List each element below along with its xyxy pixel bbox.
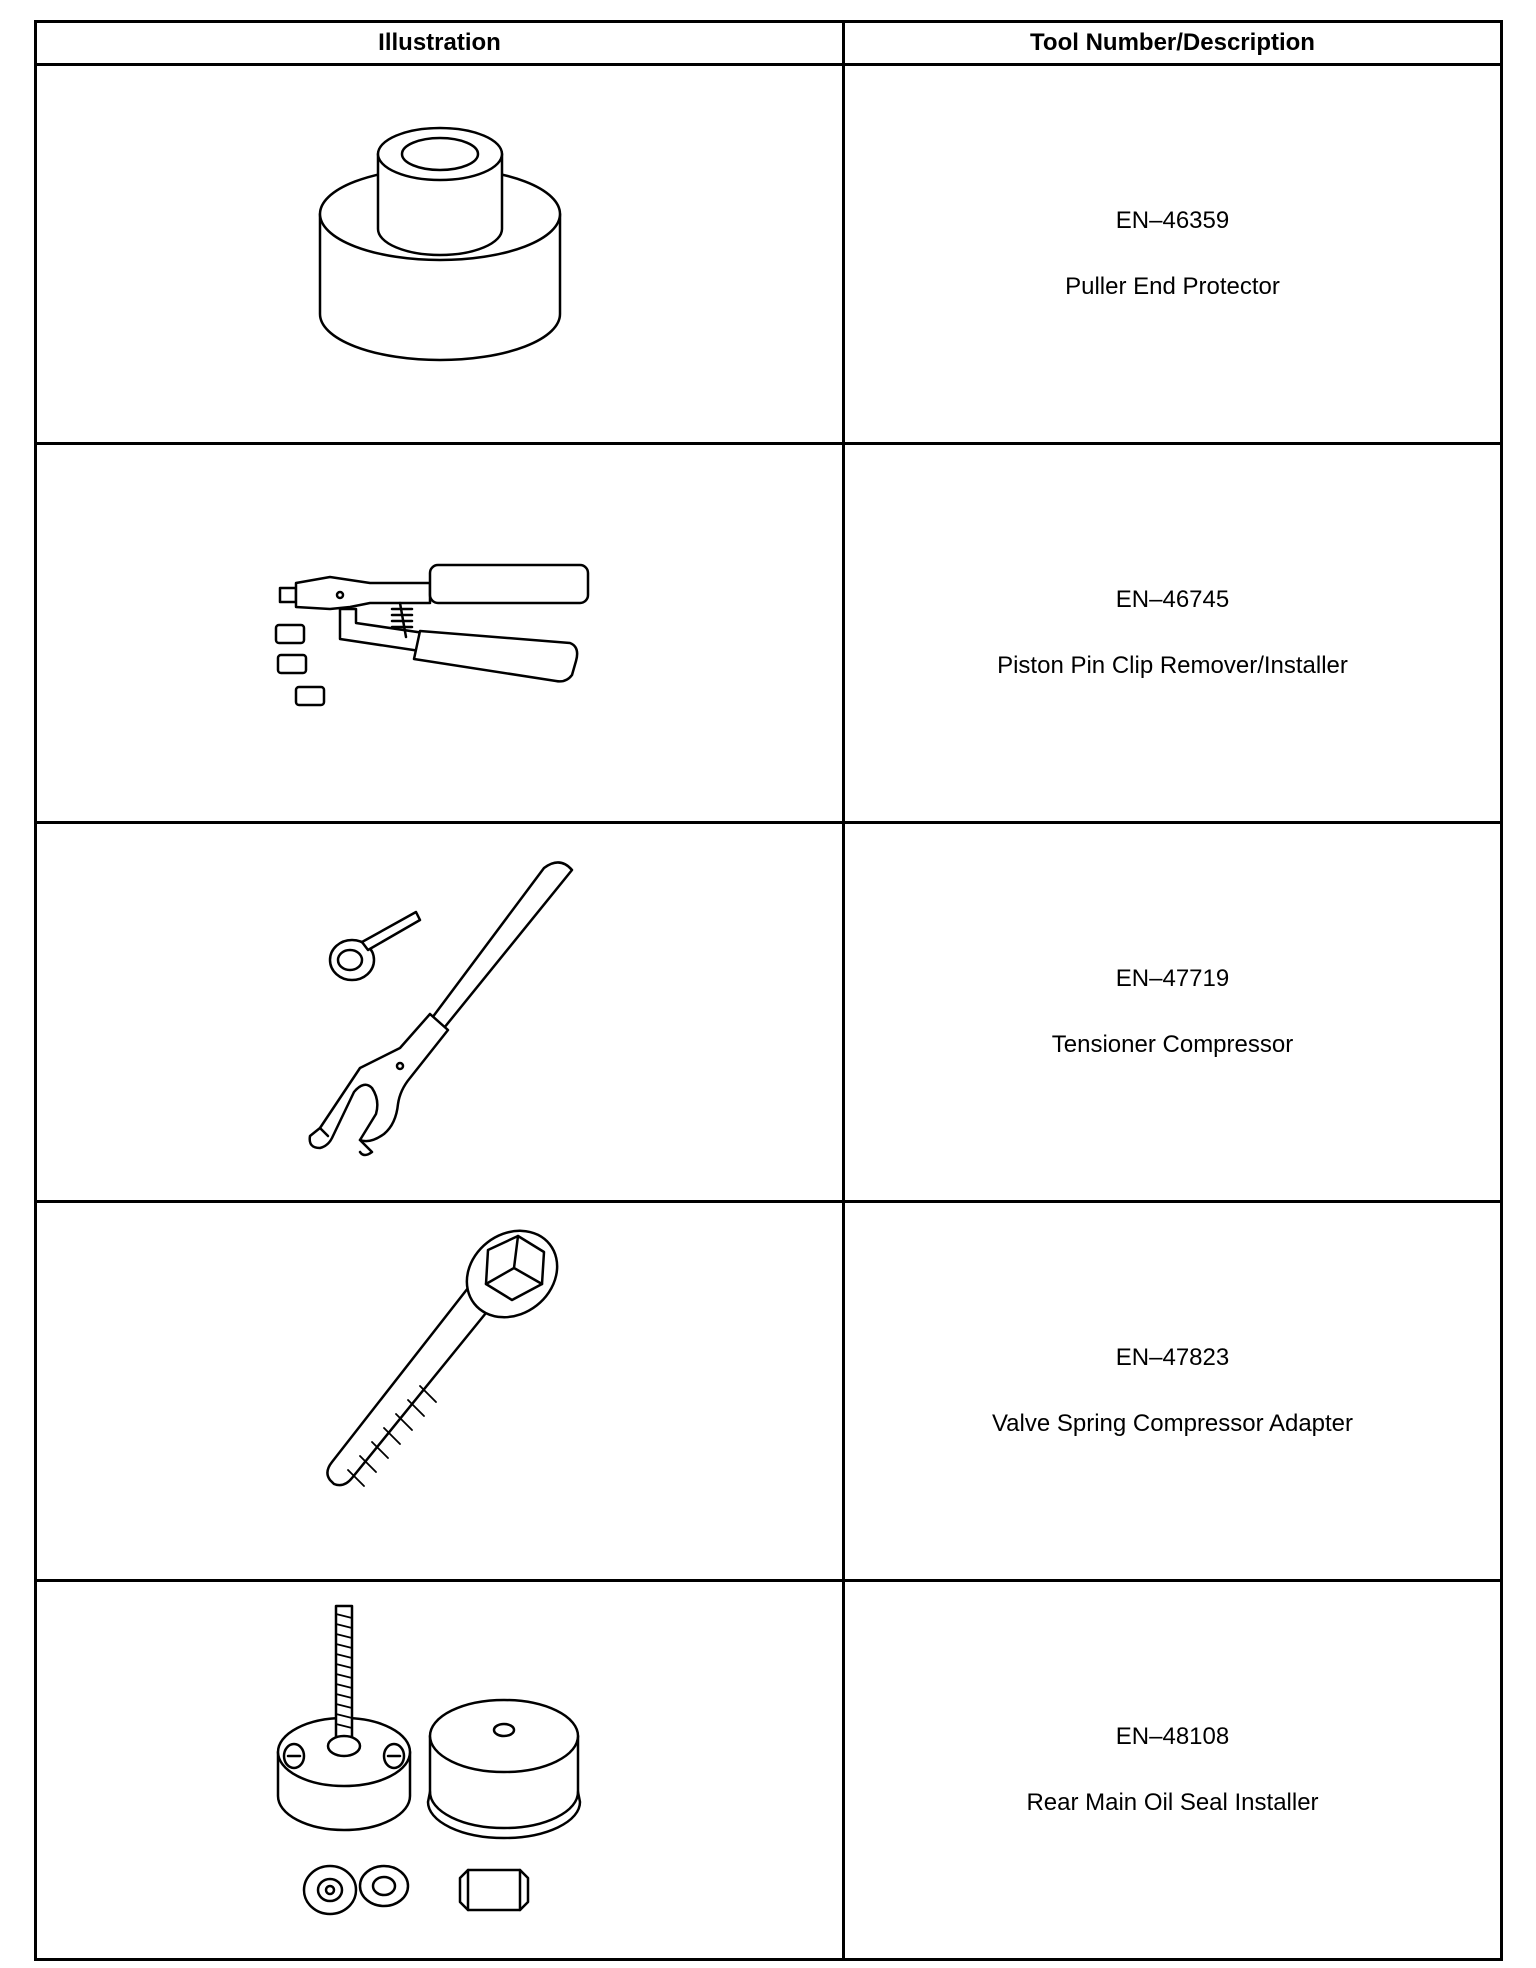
description-cell (844, 823, 1502, 1202)
valve-spring-adapter-icon (280, 1226, 600, 1556)
description-cell (844, 1202, 1502, 1581)
illustration-cell (36, 1202, 844, 1581)
tool-number: EN–47823 (1115, 1344, 1230, 1371)
illustration-cell (36, 1581, 844, 1960)
tensioner-compressor-icon (280, 852, 600, 1172)
description-cell (844, 1581, 1502, 1960)
tool-number: EN–46745 (1115, 586, 1230, 613)
illustration-cell (36, 823, 844, 1202)
tool-name: Tensioner Compressor (1051, 1031, 1294, 1058)
illustration-cell (36, 65, 844, 444)
table-row (36, 1202, 1502, 1581)
tool-name: Valve Spring Compressor Adapter (991, 1410, 1354, 1437)
illustration-cell (36, 444, 844, 823)
special-tools-table (34, 20, 1503, 1961)
rear-main-seal-installer-icon (270, 1600, 610, 1940)
table-row (36, 1581, 1502, 1960)
tool-number: EN–48108 (1115, 1723, 1230, 1750)
puller-end-protector-icon (290, 124, 590, 384)
tool-name: Puller End Protector (1065, 273, 1280, 300)
tool-name: Piston Pin Clip Remover/Installer (997, 652, 1348, 679)
description-cell (844, 444, 1502, 823)
table-row (36, 65, 1502, 444)
piston-pin-clip-tool-icon (270, 543, 610, 723)
table-row (36, 444, 1502, 823)
table-header-row (36, 22, 1502, 65)
tool-number: EN–46359 (1115, 207, 1230, 234)
illustration-header: Illustration (36, 22, 844, 65)
description-cell (844, 65, 1502, 444)
table-row (36, 823, 1502, 1202)
tool-name: Rear Main Oil Seal Installer (1026, 1789, 1319, 1816)
description-header: Tool Number/Description (844, 22, 1502, 65)
tool-number: EN–47719 (1115, 965, 1230, 992)
